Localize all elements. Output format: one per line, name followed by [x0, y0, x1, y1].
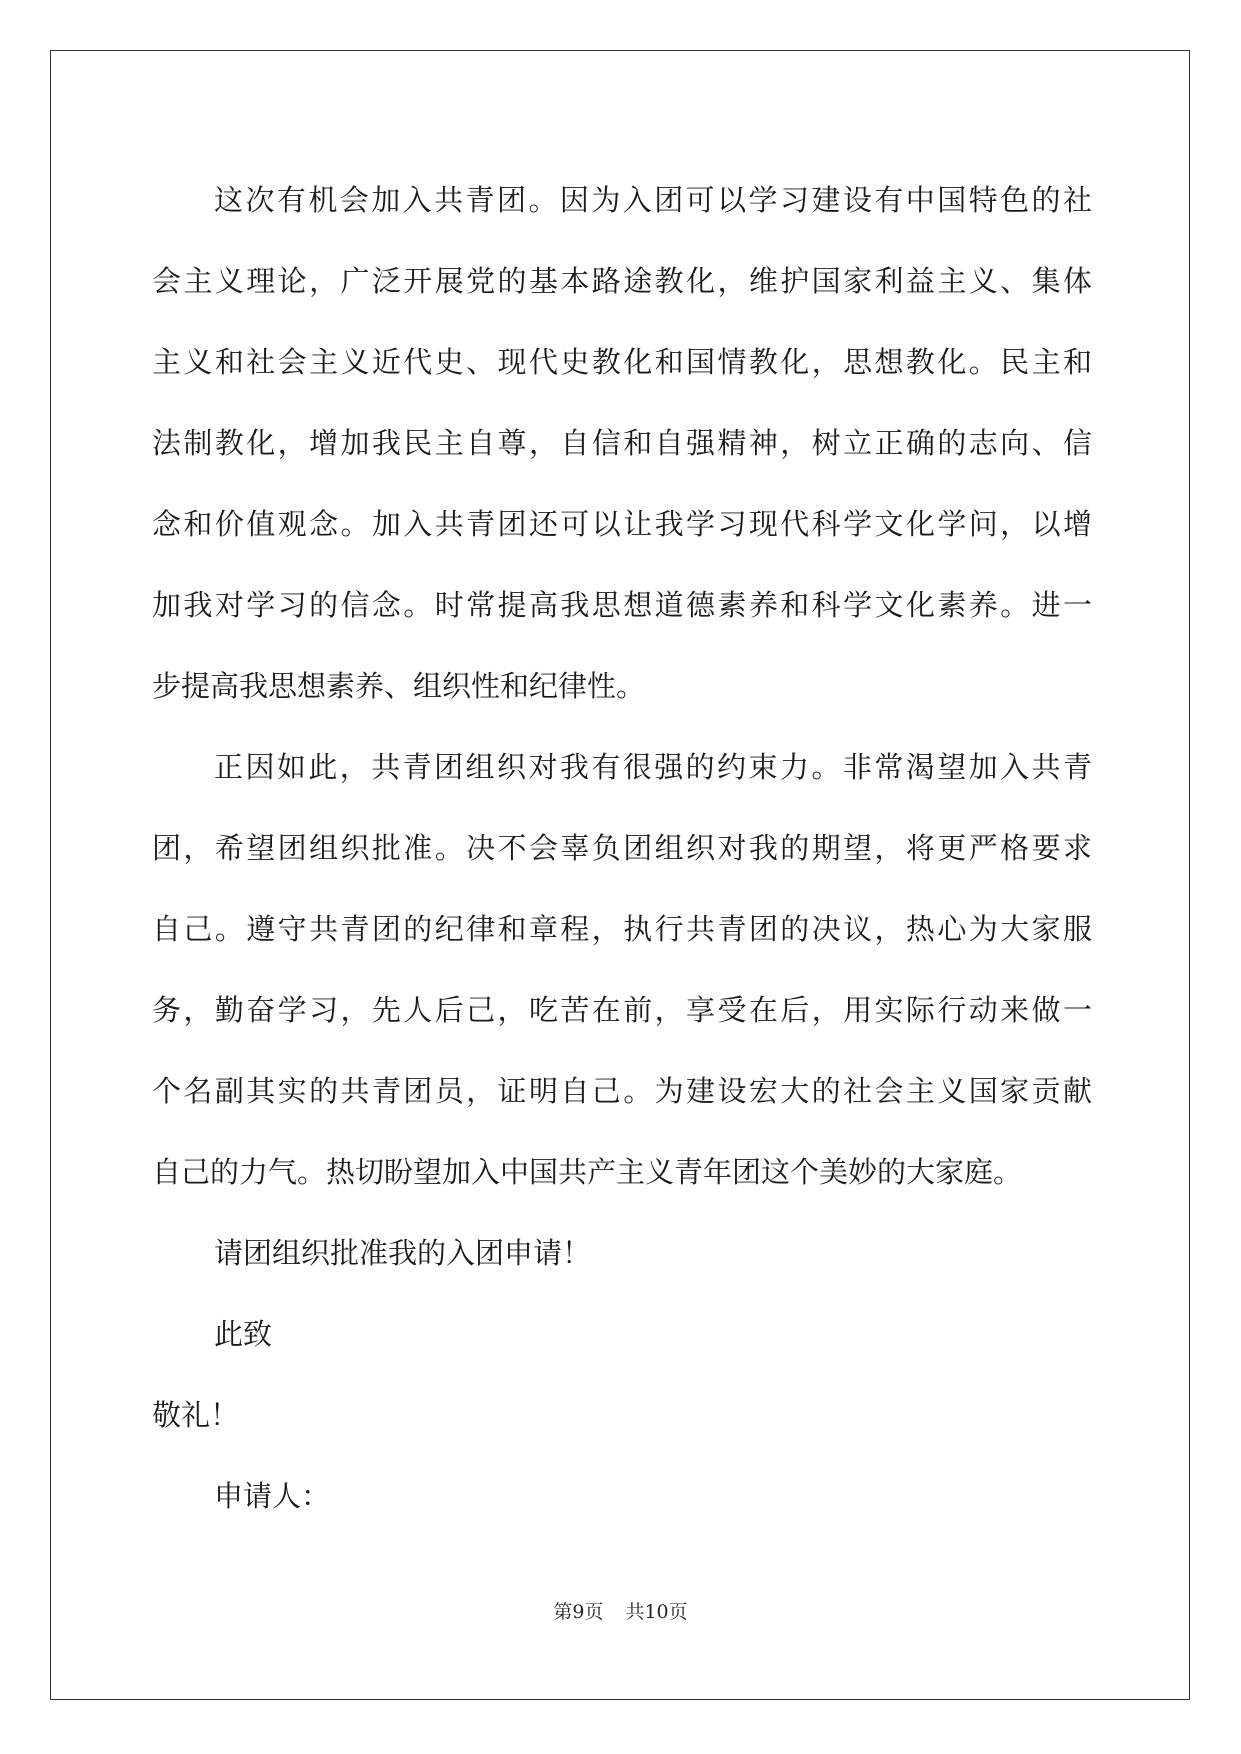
paragraph-line: 主义和社会主义近代史、现代史教化和国情教化，思想教化。民主和	[152, 345, 1092, 379]
paragraph-line: 个名副其实的共青团员，证明自己。为建设宏大的社会主义国家贡献	[152, 1074, 1092, 1108]
salutation-open: 此致	[214, 1317, 273, 1351]
paragraph-line: 自己的力气。热切盼望加入中国共产主义青年团这个美妙的大家庭。	[152, 1155, 1023, 1189]
page-number-total: 共10页	[625, 1601, 688, 1623]
paragraph-line: 加我对学习的信念。时常提高我思想道德素养和科学文化素养。进一	[152, 588, 1092, 622]
paragraph-line: 正因如此，共青团组织对我有很强的约束力。非常渴望加入共青	[214, 750, 1092, 784]
paragraph-line: 念和价值观念。加入共青团还可以让我学习现代科学文化学问，以增	[152, 507, 1092, 541]
salutation-close: 敬礼！	[152, 1398, 240, 1432]
paragraph-line: 这次有机会加入共青团。因为入团可以学习建设有中国特色的社	[214, 183, 1092, 217]
paragraph-line: 团，希望团组织批准。决不会辜负团组织对我的期望，将更严格要求	[152, 831, 1092, 865]
paragraph-line: 自己。遵守共青团的纪律和章程，执行共青团的决议，热心为大家服	[152, 912, 1092, 946]
applicant-label: 申请人：	[214, 1479, 331, 1513]
paragraph-line: 法制教化，增加我民主自尊，自信和自强精神，树立正确的志向、信	[152, 426, 1092, 460]
paragraph-line: 会主义理论，广泛开展党的基本路途教化，维护国家利益主义、集体	[152, 264, 1092, 298]
letter-body	[152, 160, 1092, 1537]
paragraph-line: 务，勤奋学习，先人后己，吃苦在前，享受在后，用实际行动来做一	[152, 993, 1092, 1027]
request-line: 请团组织批准我的入团申请！	[214, 1236, 592, 1270]
page-footer	[0, 1597, 1241, 1624]
page-number-current: 第9页	[553, 1601, 604, 1623]
paragraph-line: 步提高我思想素养、组织性和纪律性。	[152, 669, 646, 703]
